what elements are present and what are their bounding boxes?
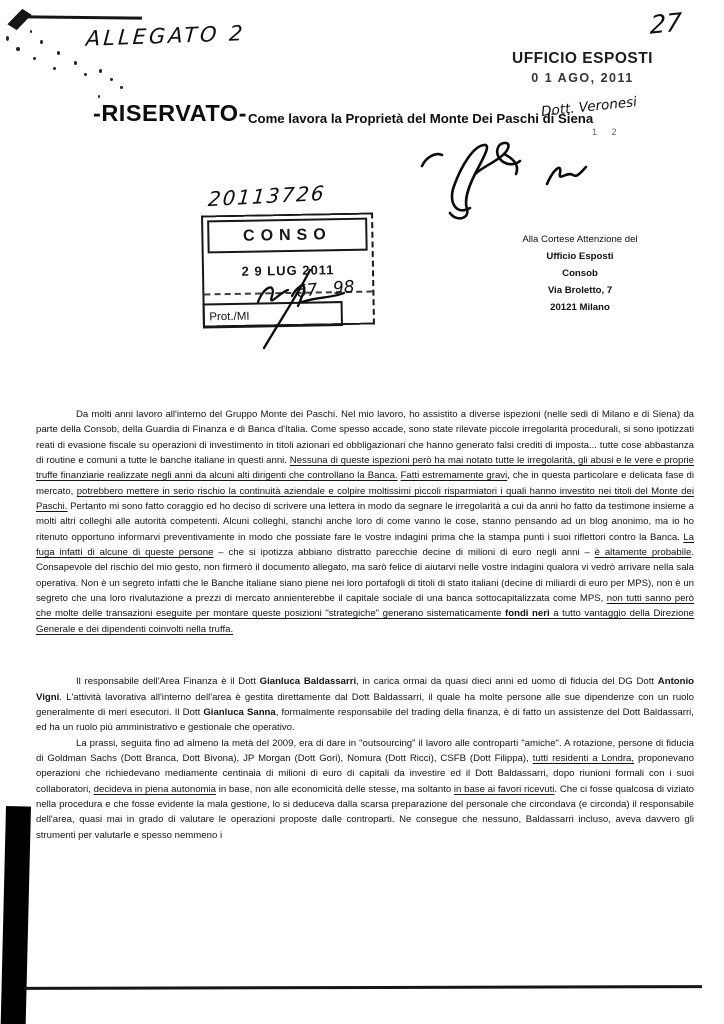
recipient-address (470, 231, 690, 316)
recipient-line: 20121 Milano (550, 302, 610, 313)
handwritten-page-number: 27 (649, 7, 683, 40)
prot-handwritten-digits-a: 67 (295, 279, 319, 303)
scan-artifact-bottom-line (24, 985, 702, 989)
scan-speck (57, 51, 60, 55)
scan-artifact-blob (7, 9, 31, 30)
scan-artifact-line (28, 15, 142, 19)
scan-speck (40, 40, 43, 44)
paragraph-finance-area: Il responsabile dell'Area Finanza è il Dott Gianluca Baldassarri, in carica ormai da quasi dieci anni ed uomo di fiducia del DG Dott Antonio Vigni. L'attività lavorativa all'interno dell'area è gestita direttamente dal Dott Baldassarri, il quale ha molte persone alle sue dipendenze con un ruolo generalmente di meri esecutori. Il Dott Gianluca Sanna, formalmente responsabile del trading della finanza, è di fatto un assistenze del Dott Baldassarri, ed ha un ruolo più amministrativo e gestionale che operativo. (36, 676, 695, 734)
scan-speck (99, 69, 102, 73)
received-stamp-date: 0 1 AGO, 2011 (531, 71, 634, 85)
paragraph-intro: Da molti anni lavoro all'interno del Gruppo Monte dei Paschi. Nel mio lavoro, ho assistito a diverse ispezioni (nelle sedi di Milano e di Siena) da parte della Consob, della Guardia di Finanza e di Banca d'Italia. Come spesso accade, sono state rilevate piccole irregolarità procedurali, si sono ipotizzati reati di evasione fiscale su operazioni di investimento in titoli azionari ed obbligazionari che hanno generato falsi crediti di imposta... tutte cose abbastanza di routine e comuni a tutte le banche italiane in questi anni. Nessuna di queste ispezioni però ha mai notato tutte le irregolarità, gli abusi e le vere e proprie truffe finanziarie realizzate negli anni da alcuni alti dirigenti che controllano la Banca. Fatti estremamente gravi, che in questa particolare e delicata fase di mercato, potrebbero mettere in serio rischio la continuità aziendale e colpire moltissimi piccoli risparmiatori i quali hanno investito nei titoli del Monte dei Paschi. Pertanto mi sono fatto coraggio ed ho deciso di scrivere una lettera in modo da segnare le irregolarità a cui da anni ho fatto da testimone insieme a molti altri colleghi alle autorità competenti. Alcuni colleghi, stanchi anche loro di come vanno le cose, stanno pensando ad un blog anonimo, ma io ho ritenuto opportuno informarvi preventivamente in modo che possiate fare le vostre indagini prima che la stampa punti i suoi riflettori contro la Banca. La fuga infatti di alcune di queste persone – che si ipotizza abbiano distratto parecchie decine di milioni di euro negli anni – è altamente probabile. Consapevole del rischio del mio gesto, non firmerò il documento allegato, ma sarò felice di aiutarvi nelle vostre indagini qualora vi vedrò arrivare nella sala operativa. Non è un segreto infatti che le Banche italiane siano piene nei loro portafogli di titoli di stato italiani (decine di miliardi di euro per MPS), non è un segreto che una loro rivalutazione a prezzi di mercato annienterebbe il capitale sociale di una banca sottocapitalizzata come MPS, non tutti sanno però che molte delle transazioni eseguite per montare queste posizioni "strategiche" generano sistematicamente fondi neri a tutto vantaggio della Direzione Generale e dei dipendenti coinvolti nella truffa. (36, 409, 694, 635)
scan-speck (16, 47, 20, 51)
paragraph-outsourcing: La prassi, seguita fino ad almeno la metà del 2009, era di dare in "outsourcing" il lavoro alle controparti "amiche". A rotazione, persone di fiducia di Goldman Sachs (Dott Branca, Dott Bivona), JP Morgan (Dott Gori), Nomura (Dott Ricci), CSFB (Dott Filippa), tutti residenti a Londra, proponevano operazioni che richiedevano mediamente centinaia di milioni di euro di capitali da investire ed il Dott Baldassarri, dopo riunioni formali con i suoi collaboratori, decideva in piena autonomia in base, non alle economicità delle stesse, ma soltanto in base ai favori ricevuti. Che ci fosse qualcosa di viziato nella procedura e che fosse evidente la mala gestione, lo si deduceva dalla scarsa preparazione del personale che circondava (e circonda) il responsabile dell'area, quasi mai in grado di valutare le operazioni proposte dalle controparti. Ne consegue che nessuno, Baldassarri incluso, aveva davvero gli strumenti per valutarle e spesso nemmeno i (36, 737, 694, 841)
page-title: Come lavora la Proprietà del Monte Dei Paschi di Siena (248, 111, 594, 126)
handwritten-protocol-number: 20113726 (207, 180, 327, 212)
letter-body (36, 407, 694, 843)
received-stamp-office: UFFICIO ESPOSTI (512, 50, 653, 67)
received-stamp (500, 50, 665, 85)
scan-speck (53, 67, 56, 70)
classification-label: -RISERVATO- (93, 100, 247, 126)
prot-handwritten-digits-b: 98 (332, 277, 356, 299)
handwritten-dott-veronesi: Dott. Veronesi (540, 94, 638, 120)
recipient-line: Ufficio Esposti (546, 251, 614, 262)
scan-speck (30, 30, 32, 33)
recipient-line: Via Broletto, 7 (547, 285, 613, 296)
scan-speck (74, 61, 77, 65)
handwritten-allegato: ALLEGATO 2 (85, 21, 247, 51)
signature-scribble (412, 136, 597, 224)
scan-speck (98, 95, 100, 98)
faint-marks: 1 2 (592, 127, 623, 137)
consob-stamp-prot-label: Prot./MI (202, 301, 342, 328)
recipient-line: Alla Cortese Attenzione del (522, 234, 638, 245)
recipient-line: Consob (562, 268, 598, 279)
scan-speck (120, 86, 123, 89)
consob-stamp-date: 2 9 LUG 2011 (241, 262, 335, 279)
scan-speck (110, 78, 113, 81)
scan-speck (84, 73, 87, 76)
consob-stamp-name: CONSO (207, 218, 368, 254)
scan-artifact-black-bar (0, 806, 31, 1024)
scan-speck (33, 57, 36, 60)
scan-speck (6, 36, 9, 41)
